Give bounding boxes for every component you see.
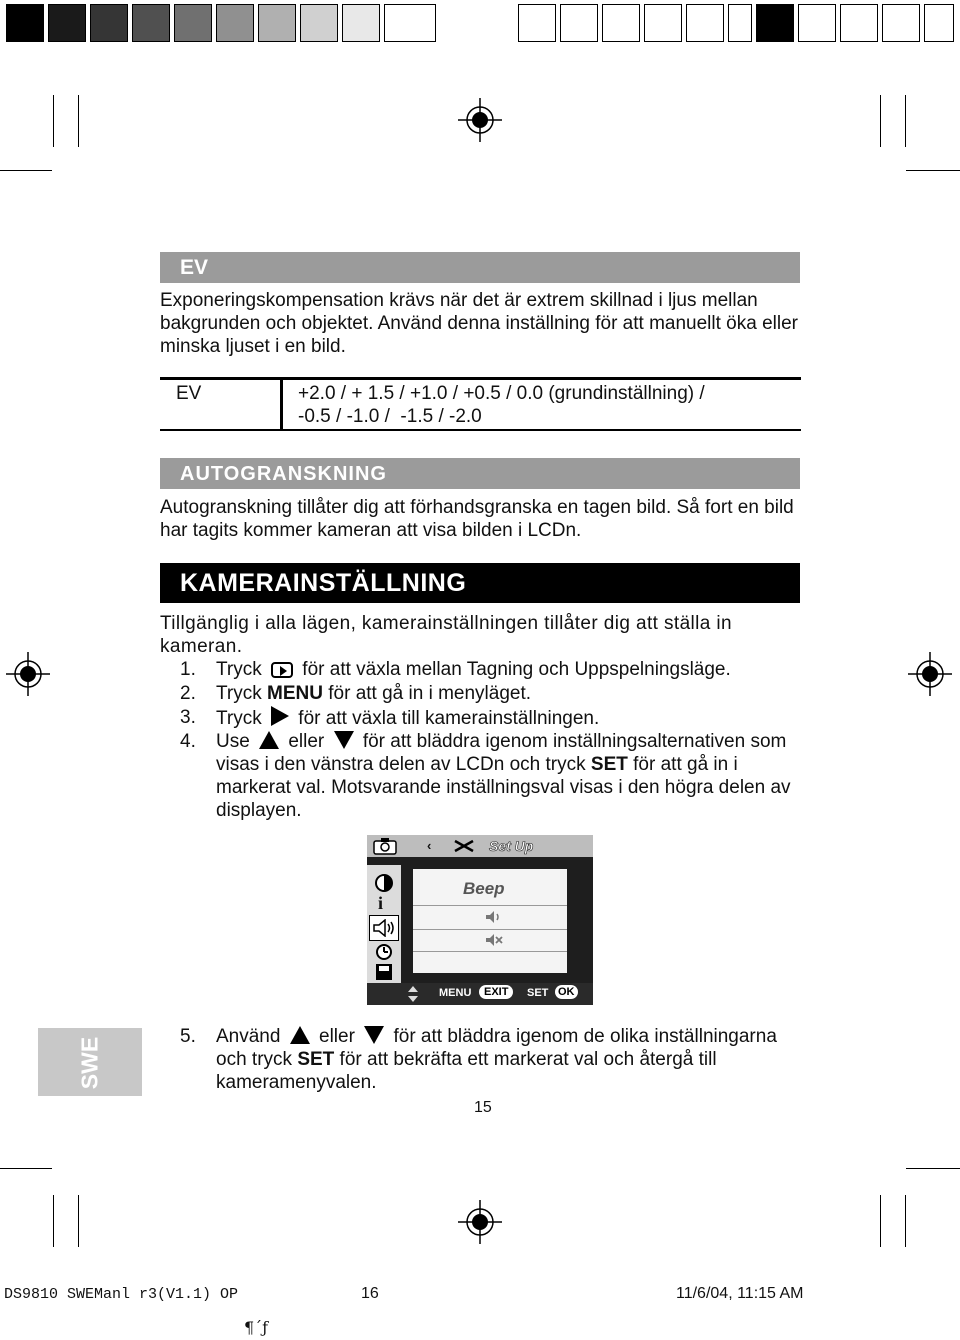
lcd-title: Set Up — [489, 838, 534, 854]
lcd-item-beep: Beep — [463, 879, 505, 898]
clock-icon — [374, 943, 394, 961]
up-arrow-icon — [290, 1026, 310, 1044]
footer-page: 16 — [361, 1285, 379, 1302]
up-arrow-icon — [259, 731, 279, 749]
registration-mark-left — [6, 652, 50, 696]
kamerainstallning-body: Tillgänglig i alla lägen, kamerainställningen tillåter dig att ställa in kameran. — [160, 613, 733, 657]
camera-icon — [373, 837, 397, 855]
contrast-icon — [373, 873, 395, 893]
footer-filename: DS9810 SWEManl r3(V1.1) OP — [4, 1286, 239, 1303]
ev-body: Exponeringskompensation krävs när det är extrem skillnad i ljus mellan bakgrunden och objektet. Använd denna inställning för att manuellt öka eller minska ljuset i en bild. — [160, 290, 798, 357]
info-icon: i — [378, 893, 384, 913]
right-arrow-icon — [271, 706, 289, 726]
setup-tools-icon — [453, 839, 475, 853]
ev-table-value-1: +2.0 / + 1.5 / +1.0 / +0.5 / 0.0 (grundinställning) / — [298, 383, 705, 404]
ev-table-value-2: -0.5 / -1.0 / -1.5 / -2.0 — [298, 406, 482, 427]
down-arrow-icon — [364, 1026, 384, 1044]
up-down-arrows-icon — [407, 985, 419, 1003]
ev-table-label: EV — [176, 383, 202, 404]
lcd-menu-label: MENU — [439, 987, 472, 999]
language-side-tab-label: SWE — [76, 1036, 103, 1090]
lcd-top-bar — [367, 835, 593, 857]
kamerainstallning-heading: KAMERAINSTÄLLNING — [160, 563, 800, 603]
lcd-ok-label: OK — [555, 985, 578, 999]
left-chevron-icon: ‹ — [427, 838, 432, 853]
lcd-screenshot — [367, 835, 593, 1005]
sound-on-icon — [485, 910, 503, 924]
down-arrow-icon — [334, 731, 354, 749]
lcd-set-label: SET — [527, 987, 549, 999]
autogranskning-heading: AUTOGRANSKNING — [160, 458, 800, 489]
autogranskning-body: Autogranskning tillåter dig att förhandsgranska en tagen bild. Så fort en bild har tagits kommer kameran att visa bilden i LCDn. — [160, 497, 794, 541]
lcd-exit-label: EXIT — [479, 985, 513, 999]
page-number: 15 — [474, 1099, 492, 1116]
sound-off-icon — [485, 933, 503, 947]
registration-mark-right — [908, 652, 952, 696]
registration-mark-top — [458, 98, 502, 142]
speaker-icon — [372, 919, 396, 937]
footer-glyphs: ¶´ƒ — [244, 1318, 269, 1337]
memory-card-icon — [374, 963, 394, 981]
footer-datetime: 11/6/04, 11:15 AM — [676, 1285, 804, 1302]
ev-heading: EV — [160, 252, 800, 283]
play-button-icon — [271, 662, 293, 678]
registration-mark-bottom — [458, 1200, 502, 1244]
